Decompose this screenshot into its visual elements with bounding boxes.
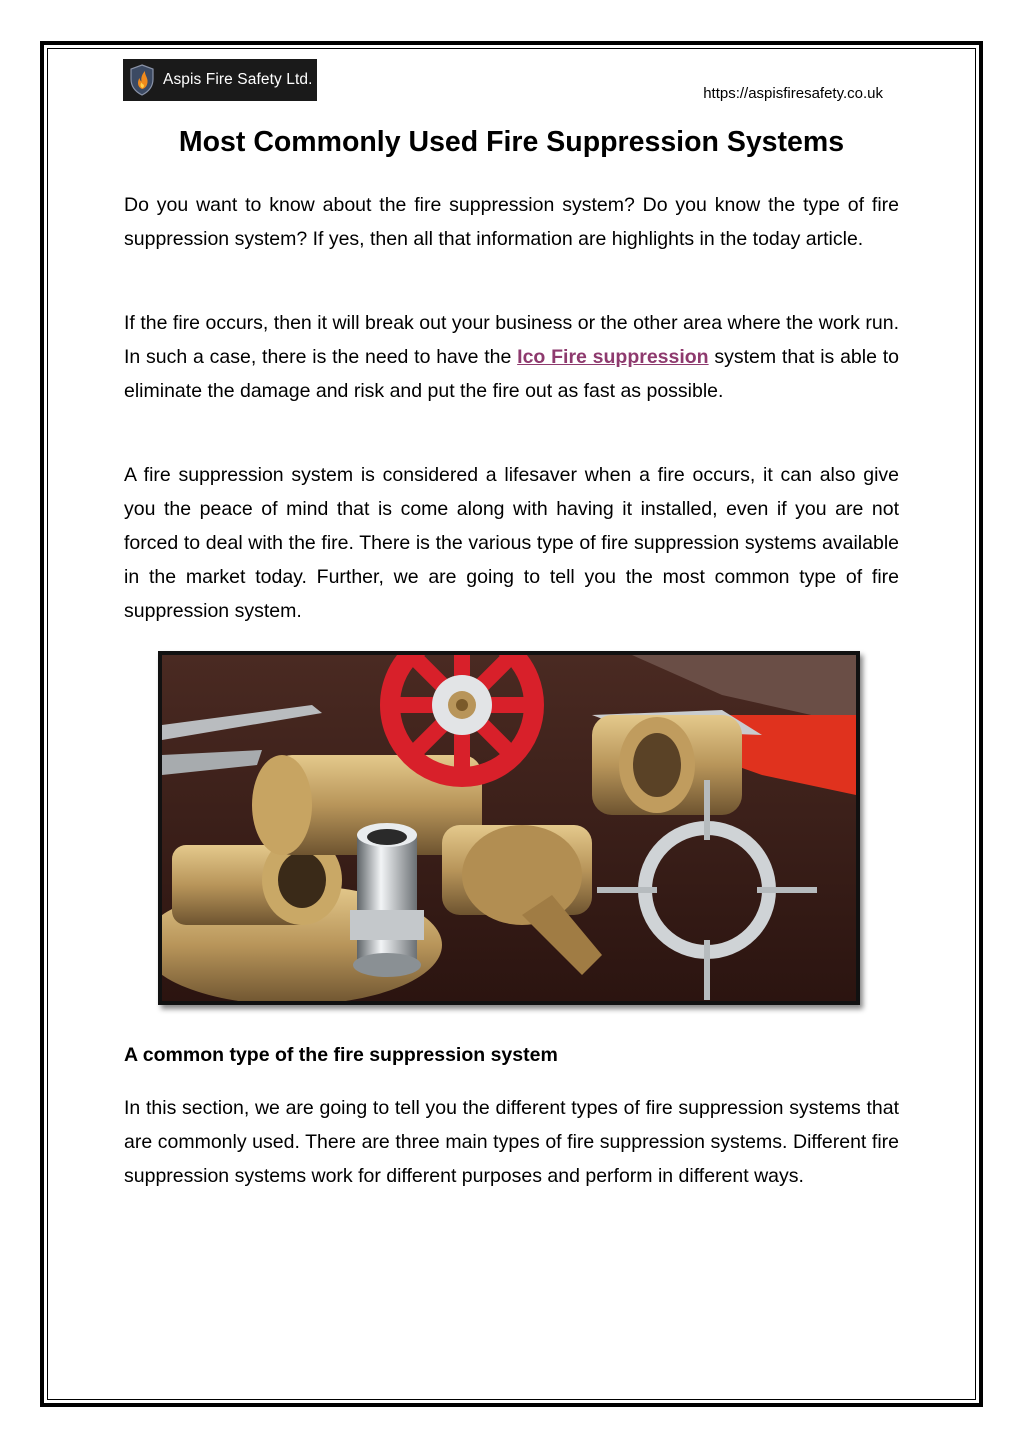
valves-illustration (162, 655, 856, 1001)
site-url[interactable]: https://aspisfiresafety.co.uk (703, 85, 883, 102)
company-logo (123, 59, 317, 101)
section-heading: A common type of the fire suppression system (124, 1044, 558, 1066)
page-title: Most Commonly Used Fire Suppression Systems (178, 126, 845, 158)
ico-fire-suppression-link[interactable]: Ico Fire suppression (517, 346, 709, 368)
fourth-paragraph: In this section, we are going to tell you the different types of fire suppression systems that are commonly used. There are three main types of fire suppression systems. Different fire suppression systems work for different purposes and perform in different ways. (124, 1097, 899, 1187)
shield-flame-icon (129, 64, 155, 96)
paragraph-text: system that is able to eliminate the damage and risk and put the fire out as fast as possible. (124, 346, 900, 402)
intro-paragraph: Do you want to know about the fire suppression system? Do you know the type of fire suppression system? If yes, then all that information are highlights in the today article. (124, 194, 899, 250)
logo-text: Aspis Fire Safety Ltd. (163, 71, 313, 88)
third-paragraph: A fire suppression system is considered a lifesaver when a fire occurs, it can also give you the peace of mind that is come along with having it installed, even if you are not forced to deal with the fire. There is the various type of fire suppression systems available in the market today. Further, we are going to tell you the most common type of fire suppression system. (124, 464, 899, 622)
valves-photo (158, 651, 860, 1005)
second-paragraph (124, 306, 899, 408)
paragraph-text: If the fire occurs, then it will break out your business or the other area where the work run. In such a case, there is the need to have the (124, 312, 899, 368)
